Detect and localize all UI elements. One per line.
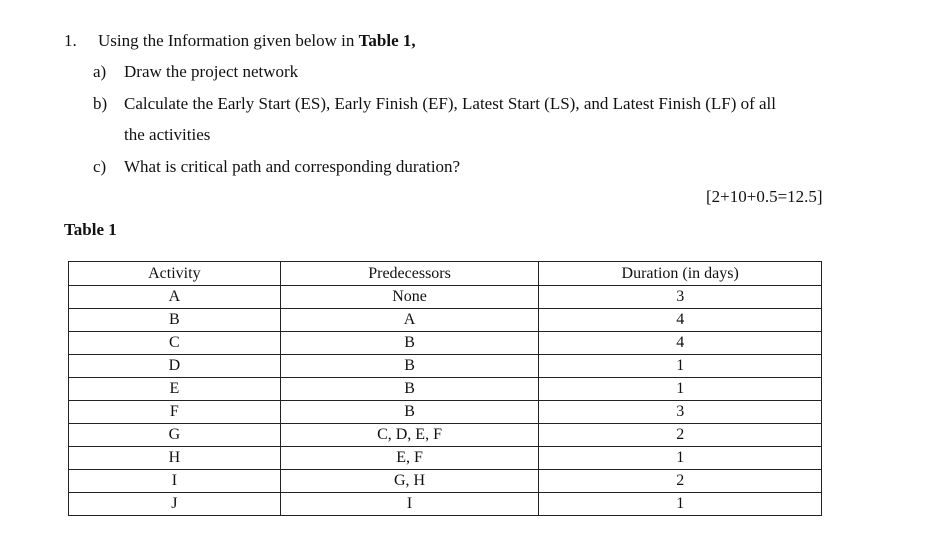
table-row (69, 286, 822, 309)
duration-cell: 2 (539, 470, 822, 493)
question-intro-bold: Table 1, (358, 31, 416, 50)
table-row (69, 493, 822, 516)
predecessors-cell: B (280, 355, 539, 378)
part-a-text: Draw the project network (124, 62, 299, 81)
predecessors-cell: B (280, 332, 539, 355)
table-row (69, 470, 822, 493)
part-b-text: Calculate the Early Start (ES), Early Finish (EF), Latest Start (LS), and Latest Finish (LF) of all (124, 94, 777, 113)
table-row (69, 309, 822, 332)
table-row (69, 424, 822, 447)
activity-cell: H (69, 447, 281, 470)
table-row (69, 401, 822, 424)
duration-cell: 1 (539, 378, 822, 401)
duration-cell: 1 (539, 355, 822, 378)
table-row (69, 378, 822, 401)
activity-table (68, 261, 822, 516)
question-intro-text: Using the Information given below in (98, 31, 359, 50)
predecessors-cell: B (280, 401, 539, 424)
duration-cell: 4 (539, 332, 822, 355)
part-c-text: What is critical path and corresponding duration? (124, 157, 461, 176)
duration-cell: 4 (539, 309, 822, 332)
part-b-letter: b) (93, 94, 108, 113)
duration-cell: 3 (539, 401, 822, 424)
table-row (69, 447, 822, 470)
duration-cell: 2 (539, 424, 822, 447)
header-activity: Activity (69, 262, 281, 286)
duration-cell: 1 (539, 447, 822, 470)
table-row (69, 332, 822, 355)
header-predecessors: Predecessors (280, 262, 539, 286)
activity-cell: F (69, 401, 281, 424)
predecessors-cell: B (280, 378, 539, 401)
duration-cell: 3 (539, 286, 822, 309)
predecessors-cell: C, D, E, F (280, 424, 539, 447)
part-a-letter: a) (93, 62, 107, 81)
activity-cell: A (69, 286, 281, 309)
part-c-letter: c) (93, 157, 107, 176)
header-duration: Duration (in days) (539, 262, 822, 286)
activity-cell: D (69, 355, 281, 378)
question-number: 1. (64, 31, 77, 50)
activity-cell: E (69, 378, 281, 401)
predecessors-cell: None (280, 286, 539, 309)
predecessors-cell: E, F (280, 447, 539, 470)
predecessors-cell: I (280, 493, 539, 516)
table-header-row (69, 262, 822, 286)
question-intro (98, 31, 416, 51)
predecessors-cell: A (280, 309, 539, 332)
activity-cell: B (69, 309, 281, 332)
activity-cell: C (69, 332, 281, 355)
table-row (69, 355, 822, 378)
activity-cell: I (69, 470, 281, 493)
marks-allocation: [2+10+0.5=12.5] (706, 187, 823, 206)
table-title: Table 1 (64, 220, 117, 239)
activity-cell: G (69, 424, 281, 447)
activity-cell: J (69, 493, 281, 516)
part-b-continuation: the activities (124, 125, 211, 144)
duration-cell: 1 (539, 493, 822, 516)
predecessors-cell: G, H (280, 470, 539, 493)
